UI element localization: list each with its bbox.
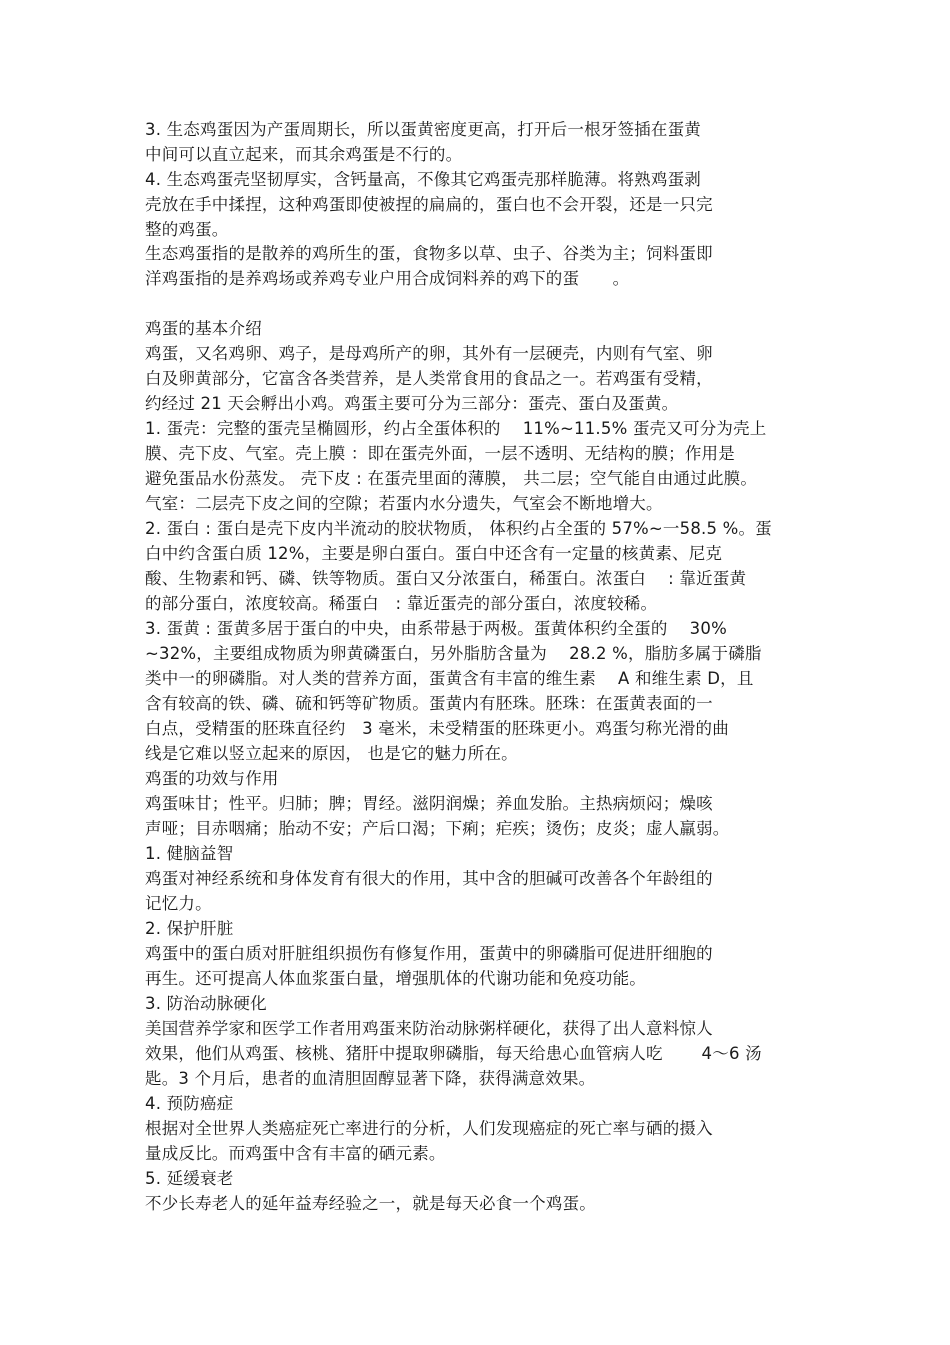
subheading: 5. 延缓衰老 [145, 1169, 234, 1188]
text-line: 鸡蛋味甘；性平。归肺；脾；胃经。滋阴润燥；养血发胎。主热病烦闷；燥咳 [145, 794, 713, 813]
subheading: 2. 保护肝脏 [145, 919, 234, 938]
text-line: 鸡蛋，又名鸡卵、鸡子，是母鸡所产的卵，其外有一层硬壳，内则有气室、卵 [145, 344, 713, 363]
text-line: 洋鸡蛋指的是养鸡场或养鸡专业户用合成饲料养的鸡下的蛋 。 [145, 269, 630, 288]
text-line: 线是它难以竖立起来的原因， 也是它的魅力所在。 [145, 744, 518, 763]
text-line: 中间可以直立起来，而其余鸡蛋是不行的。 [145, 145, 463, 164]
text-line: 不少长寿老人的延年益寿经验之一，就是每天必食一个鸡蛋。 [145, 1194, 596, 1213]
text-line: 效果，他们从鸡蛋、核桃、猪肝中提取卵磷脂，每天给患心血管病人吃 4～6 汤 [145, 1044, 762, 1063]
subheading: 4. 预防癌症 [145, 1094, 234, 1113]
subheading: 1. 健脑益智 [145, 844, 234, 863]
text-line: 生态鸡蛋指的是散养的鸡所生的蛋，食物多以草、虫子、谷类为主；饲料蛋即 [145, 244, 713, 263]
text-line: 3. 蛋黄 : 蛋黄多居于蛋白的中央，由系带悬于两极。蛋黄体积约全蛋的 30% [145, 619, 727, 638]
text-line: 1. 蛋壳：完整的蛋壳呈椭圆形，约占全蛋体积的 11%~11.5% 蛋壳又可分为壳上 [145, 419, 767, 438]
text-line: 量成反比。而鸡蛋中含有丰富的硒元素。 [145, 1144, 446, 1163]
section-heading: 鸡蛋的基本介绍 [145, 319, 262, 338]
text-line: 根据对全世界人类癌症死亡率进行的分析，人们发现癌症的死亡率与硒的摄入 [145, 1119, 713, 1138]
text-line: 美国营养学家和医学工作者用鸡蛋来防治动脉粥样硬化，获得了出人意料惊人 [145, 1019, 713, 1038]
text-line: 白及卵黄部分，它富含各类营养，是人类常食用的食品之一。若鸡蛋有受精， [145, 369, 713, 388]
text-line: 气室：二层壳下皮之间的空隙；若蛋内水分遗失，气室会不断地增大。 [145, 494, 663, 513]
text-line: 整的鸡蛋。 [145, 220, 229, 239]
text-line: 鸡蛋中的蛋白质对肝脏组织损伤有修复作用，蛋黄中的卵磷脂可促进肝细胞的 [145, 944, 713, 963]
text-line: 壳放在手中揉捏，这种鸡蛋即使被捏的扁扁的，蛋白也不会开裂，还是一只完 [145, 195, 713, 214]
text-line: 再生。还可提高人体血浆蛋白量，增强肌体的代谢功能和免疫功能。 [145, 969, 646, 988]
text-line: 的部分蛋白，浓度较高。稀蛋白 : 靠近蛋壳的部分蛋白，浓度较稀。 [145, 594, 658, 613]
text-line: 4. 生态鸡蛋壳坚韧厚实，含钙量高，不像其它鸡蛋壳那样脆薄。将熟鸡蛋剥 [145, 170, 701, 189]
text-line: 记忆力。 [145, 894, 212, 913]
text-line: 匙。3 个月后，患者的血清胆固醇显著下降，获得满意效果。 [145, 1069, 596, 1088]
text-line: 避免蛋品水份蒸发。 壳下皮 : 在蛋壳里面的薄膜， 共二层；空气能自由通过此膜。 [145, 469, 758, 488]
text-line: 约经过 21 天会孵出小鸡。鸡蛋主要可分为三部分：蛋壳、蛋白及蛋黄。 [145, 394, 679, 413]
text-line: 含有较高的铁、磷、硫和钙等矿物质。蛋黄内有胚珠。胚珠：在蛋黄表面的一 [145, 694, 713, 713]
text-line: 声哑；目赤咽痛；胎动不安；产后口渴；下痢；疟疾；烫伤；皮炎；虚人羸弱。 [145, 819, 730, 838]
text-line: 2. 蛋白 : 蛋白是壳下皮内半流动的胶状物质， 体积约占全蛋的 57%~一58.5 %。蛋 [145, 519, 772, 538]
text-line: 白中约含蛋白质 12%，主要是卵白蛋白。蛋白中还含有一定量的核黄素、尼克 [145, 544, 723, 563]
text-line: 白点，受精蛋的胚珠直径约 3 毫米，未受精蛋的胚珠更小。鸡蛋匀称光滑的曲 [145, 719, 729, 738]
text-line: ~32%，主要组成物质为卵黄磷蛋白，另外脂肪含量为 28.2 %，脂肪多属于磷脂 [145, 644, 762, 663]
text-line: 膜、壳下皮、气室。壳上膜 ：即在蛋壳外面，一层不透明、无结构的膜；作用是 [145, 444, 735, 463]
text-line: 酸、生物素和钙、磷、铁等物质。蛋白又分浓蛋白，稀蛋白。浓蛋白 : 靠近蛋黄 [145, 569, 747, 588]
section-heading: 鸡蛋的功效与作用 [145, 769, 279, 788]
text-line: 3. 生态鸡蛋因为产蛋周期长，所以蛋黄密度更高，打开后一根牙签插在蛋黄 [145, 120, 701, 139]
text-line: 类中一的卵磷脂。对人类的营养方面，蛋黄含有丰富的维生素 A 和维生素 D，且 [145, 669, 754, 688]
text-line: 鸡蛋对神经系统和身体发育有很大的作用，其中含的胆碱可改善各个年龄组的 [145, 869, 713, 888]
subheading: 3. 防治动脉硬化 [145, 994, 267, 1013]
